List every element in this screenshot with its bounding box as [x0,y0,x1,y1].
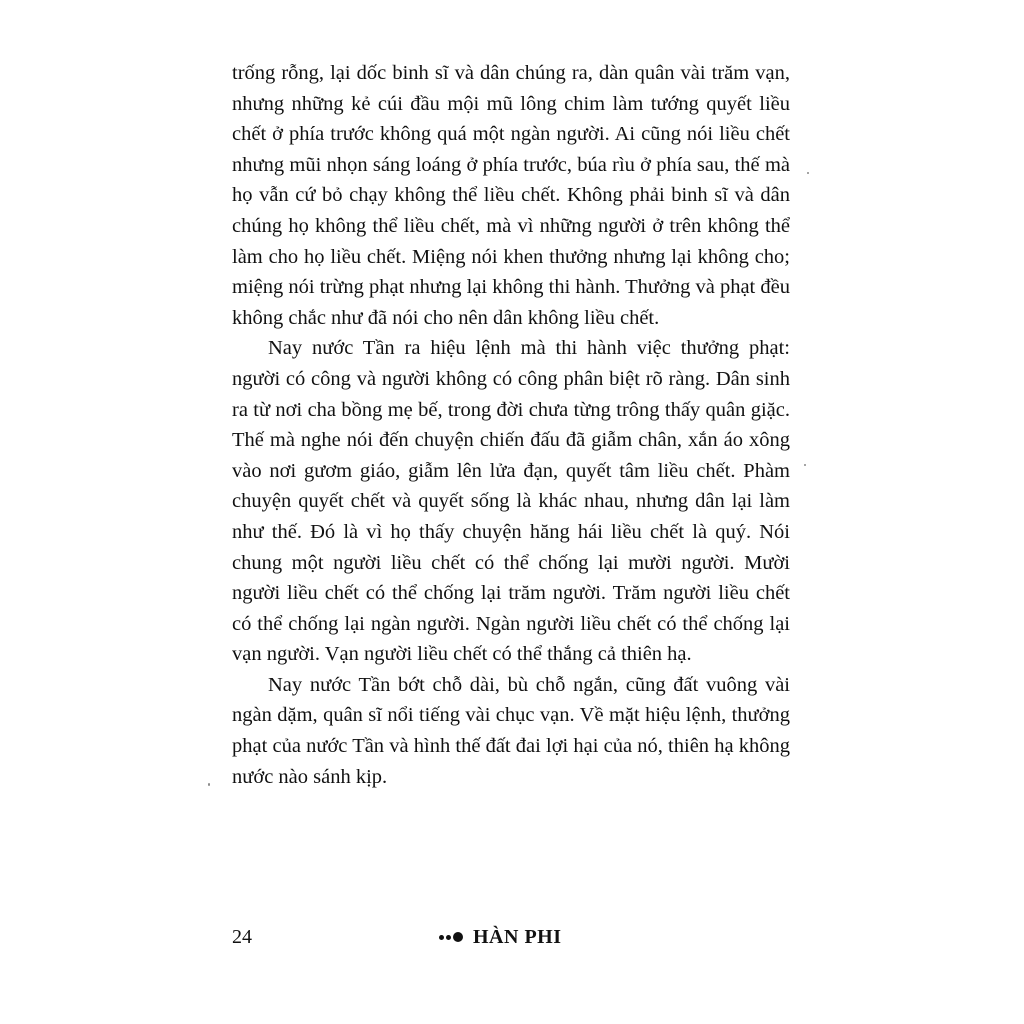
page-number: 24 [232,926,252,948]
scan-speck [807,172,809,174]
body-text [232,58,790,792]
scan-speck [804,464,806,466]
paragraph-qin-territory: Nay nước Tần bớt chỗ dài, bù chỗ ngắn, cũng đất vuông vài ngàn dặm, quân sĩ nổi tiếng vài chục vạn. Về mặt hiệu lệnh, thưởng phạt của nước Tần và hình thế đất đai lợi hại của nó, thiên hạ không nước nào sánh kịp. [232,673,790,788]
bullet-dots-icon [439,930,465,942]
page-footer [232,922,790,952]
paragraph-continuation: trống rỗng, lại dốc binh sĩ và dân chúng ra, dàn quân vài trăm vạn, nhưng những kẻ cúi đầu mội mũ lông chim làm tướng quyết liều chết ở phía trước không quá một ngàn người. Ai cũng nói liều chết nhưng mũi nhọn sáng loáng ở phía trước, búa rìu ở phía sau, thế mà họ vẫn cứ bỏ chạy không thể liều chết. Không phải binh sĩ và dân chúng họ không thể liều chết, mà vì những người ở trên không thể làm cho họ liều chết. Miệng nói khen thưởng nhưng lại không cho; miệng nói trừng phạt nhưng lại không thi hành. Thưởng và phạt đều không chắc như đã nói cho nên dân không liều chết. [232,62,790,329]
running-head-title: HÀN PHI [473,926,562,948]
running-head [439,922,562,952]
scan-speck [208,783,210,786]
paragraph-qin-rewards: Nay nước Tần ra hiệu lệnh mà thi hành việc thưởng phạt: người có công và người không có công phân biệt rõ ràng. Dân sinh ra từ nơi cha bồng mẹ bế, trong đời chưa từng trông thấy quân giặc. Thế mà nghe nói đến chuyện chiến đấu đã giẫm chân, xắn áo xông vào nơi gươm giáo, giẫm lên lửa đạn, quyết tâm liều chết. Phàm chuyện quyết chết và quyết sống là khác nhau, nhưng dân lại làm như thế. Đó là vì họ thấy chuyện hăng hái liều chết là quý. Nói chung một người liều chết có thể chống lại mười người. Mười người liều chết có thể chống lại trăm người. Trăm người liều chết có thể chống lại ngàn người. Ngàn người liều chết có thể chống lại vạn người. Vạn người liều chết có thể thắng cả thiên hạ. [232,337,790,666]
